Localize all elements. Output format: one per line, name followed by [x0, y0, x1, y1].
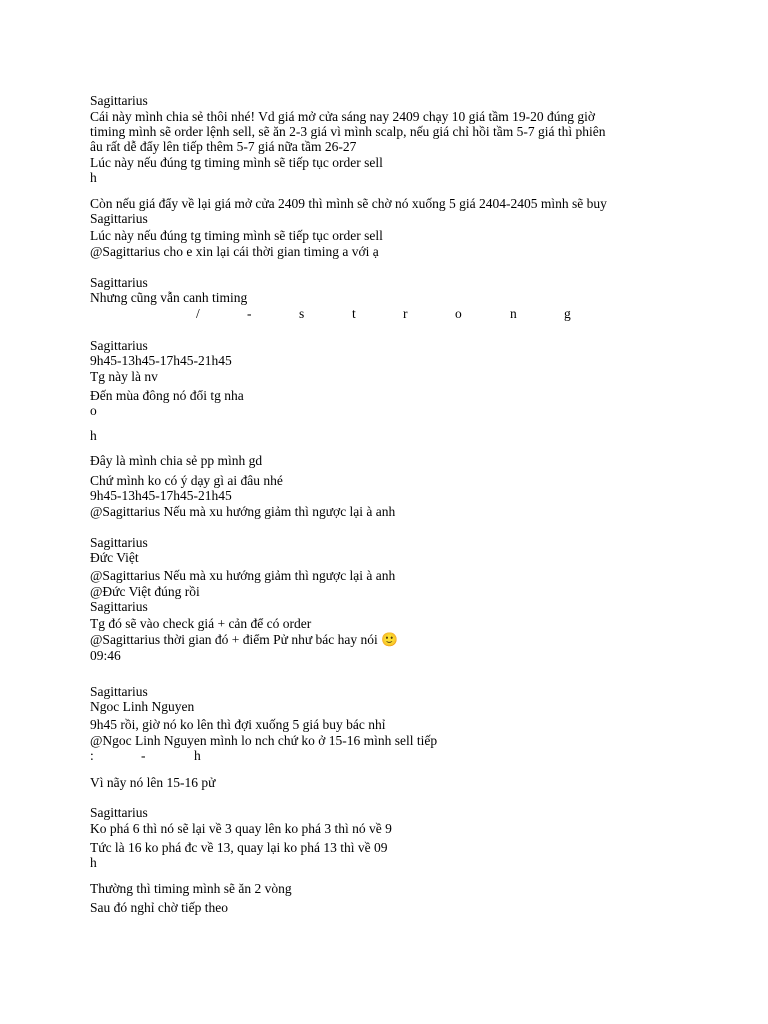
author-name: Sagittarius — [90, 599, 148, 614]
author-name: Sagittarius — [90, 338, 148, 353]
spaced-text-row — [90, 748, 390, 763]
message-text: Ko phá 6 thì nó sẽ lại về 3 quay lên ko phá 3 thì nó về 9 — [90, 821, 392, 836]
author-name: Sagittarius — [90, 805, 148, 820]
message-text: Chứ mình ko có ý dạy gì ai đâu nhé — [90, 473, 283, 488]
message-text: 9h45-13h45-17h45-21h45 — [90, 488, 232, 503]
message-text: h — [90, 855, 97, 870]
message-text: 9h45-13h45-17h45-21h45 — [90, 353, 232, 368]
timestamp: 09:46 — [90, 648, 121, 663]
message-text: Tg này là nv — [90, 369, 158, 384]
spaced-char: h — [194, 748, 201, 763]
message-text: @Sagittarius Nếu mà xu hướng giảm thì ngược lại à anh — [90, 504, 396, 519]
author-name: Sagittarius — [90, 535, 148, 550]
message-text: Đến mùa đông nó đổi tg nha — [90, 388, 244, 403]
message-text: @Ngoc Linh Nguyen mình lo nch chứ ko ở 15-16 mình sell tiếp — [90, 733, 438, 748]
message-text: Vì nãy nó lên 15-16 pử — [90, 775, 216, 790]
message-text: Lúc này nếu đúng tg timing mình sẽ tiếp tục order sell — [90, 155, 383, 170]
message-text: Còn nếu giá đẩy về lại giá mở cửa 2409 thì mình sẽ chờ nó xuống 5 giá 2404-2405 mình sẽ buy — [90, 196, 607, 211]
author-name: Sagittarius — [90, 684, 148, 699]
message-text: Tức là 16 ko phá đc về 13, quay lại ko phá 13 thì về 09 — [90, 840, 388, 855]
spaced-char: s — [299, 306, 305, 321]
spaced-char: r — [403, 306, 408, 321]
message-text: Nhưng cũng vẫn canh timing — [90, 290, 248, 305]
message-text: Đây là mình chia sẻ pp mình gd — [90, 453, 263, 468]
message-text: Tg đó sẽ vào check giá + cản để có order — [90, 616, 312, 631]
spaced-char: g — [564, 306, 571, 321]
message-text: h — [90, 170, 97, 185]
author-name: Đức Việt — [90, 550, 139, 565]
message-text: @Sagittarius thời gian đó + điểm Pử như bác hay nói 🙂 — [90, 632, 398, 647]
spaced-char: - — [141, 748, 146, 763]
spaced-char: o — [455, 306, 462, 321]
author-name: Ngoc Linh Nguyen — [90, 699, 195, 714]
message-text: Lúc này nếu đúng tg timing mình sẽ tiếp tục order sell — [90, 228, 383, 243]
message-text: Thường thì timing mình sẽ ăn 2 vòng — [90, 881, 292, 896]
message-text: timing mình sẽ order lệnh sell, sẽ ăn 2-3 giá vì mình scalp, nếu giá chỉ hồi tầm 5-7 giá thì phiên — [90, 124, 606, 139]
message-text: 9h45 rồi, giờ nó ko lên thì đợi xuống 5 giá buy bác nhỉ — [90, 717, 386, 732]
author-name: Sagittarius — [90, 93, 148, 108]
spaced-text-row — [90, 306, 690, 321]
message-text: o — [90, 403, 97, 418]
author-name: Sagittarius — [90, 275, 148, 290]
spaced-char: - — [247, 306, 252, 321]
message-text: âu rất dễ đẩy lên tiếp thêm 5-7 giá nữa tầm 26-27 — [90, 139, 357, 154]
message-text: @Sagittarius Nếu mà xu hướng giảm thì ngược lại à anh — [90, 568, 396, 583]
message-text: Cái này mình chia sẻ thôi nhé! Vd giá mở cửa sáng nay 2409 chạy 10 giá tầm 19-20 đúng giờ — [90, 109, 595, 124]
message-text: @Đức Việt đúng rồi — [90, 584, 200, 599]
message-text: h — [90, 428, 97, 443]
message-text: @Sagittarius cho e xin lại cái thời gian timing a với ạ — [90, 244, 379, 259]
spaced-char: t — [352, 306, 356, 321]
message-text: Sau đó nghỉ chờ tiếp theo — [90, 900, 228, 915]
spaced-char: / — [196, 306, 200, 321]
spaced-char: : — [90, 748, 94, 763]
author-name: Sagittarius — [90, 211, 148, 226]
spaced-char: n — [510, 306, 517, 321]
